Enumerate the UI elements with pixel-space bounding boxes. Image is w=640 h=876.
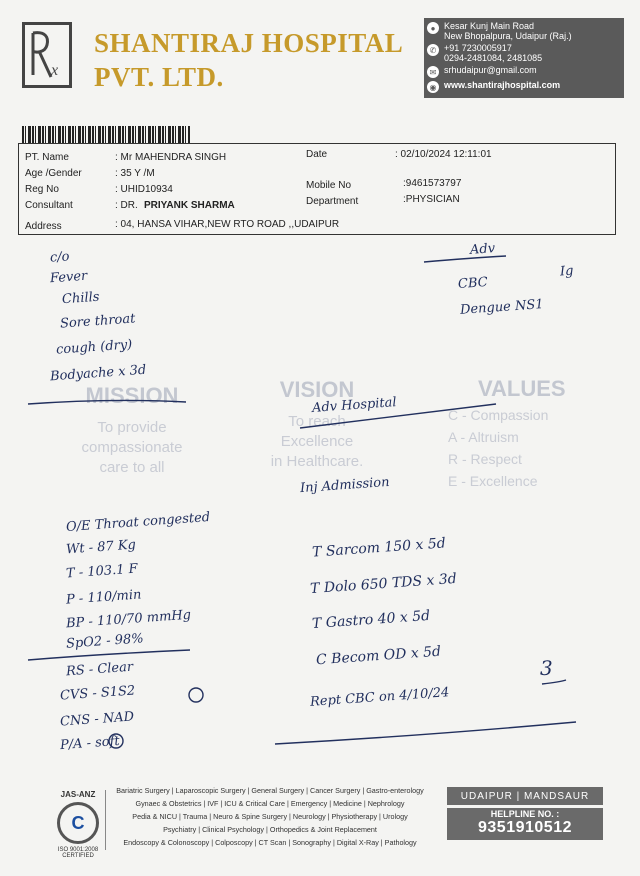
accreditation-name: JAS-ANZ <box>60 790 96 799</box>
email-icon: ✉ <box>427 66 439 78</box>
phone-icon: ✆ <box>427 44 439 56</box>
exam-line: P/A - soft <box>59 733 121 754</box>
reg-value: : UHID10934 <box>115 184 173 195</box>
vision-line: To reach <box>288 413 346 430</box>
medication-line: C Becom OD x 5d <box>315 643 442 669</box>
vision-title: VISION <box>279 377 355 402</box>
exam-line: BP - 110/70 mmHg <box>65 607 192 632</box>
mobile-value: :9461573797 <box>403 178 462 189</box>
email-text: srhudaipur@gmail.com <box>444 65 537 75</box>
vision-line: in Healthcare. <box>270 453 364 470</box>
advice-line: Adv <box>469 241 496 258</box>
services-line: Bariatric Surgery | Laparoscopic Surgery | General Surgery | Cancer Surgery | Gastro-enterology <box>116 786 424 795</box>
exam-line: Wt - 87 Kg <box>65 537 137 558</box>
exam-line: CVS - S1S2 <box>59 683 136 704</box>
helpline-number: 9351910512 <box>478 819 572 836</box>
services-line: Psychiatry | Clinical Psychology | Orthopedics & Joint Replacement <box>163 825 377 834</box>
address-label: Address <box>25 221 62 232</box>
advice-line: Dengue NS1 <box>459 297 544 318</box>
department-value: :PHYSICIAN <box>403 194 460 205</box>
followup-note: Rept CBC on 4/10/24 <box>309 685 450 710</box>
accreditation-badge <box>48 790 108 859</box>
mission-line: compassionate <box>81 439 183 456</box>
name-label: PT. Name <box>25 152 69 163</box>
mobile-label: Mobile No <box>306 180 352 191</box>
certification-emblem-icon: C <box>57 802 99 844</box>
values-line: C - Compassion <box>448 407 549 423</box>
date-label: Date <box>306 149 328 160</box>
advice-line: Ig <box>559 263 574 280</box>
services-line: Endoscopy & Colonoscopy | Colposcopy | CT Scan | Sonography | Digital X-Ray | Pathology <box>123 838 417 847</box>
services-list <box>110 784 430 849</box>
consultant-value: PRIYANK SHARMA <box>144 200 235 211</box>
mission-title: MISSION <box>85 383 179 408</box>
plan-line: Adv Hospital <box>311 395 398 416</box>
medication-count-mark: 3 <box>540 656 553 680</box>
age-value: : 35 Y /M <box>115 168 155 179</box>
exam-line: SpO2 - 98% <box>65 631 145 652</box>
medication-line: T Sarcom 150 x 5d <box>311 535 447 561</box>
plan-line: Inj Admission <box>299 474 390 497</box>
svg-text:x: x <box>51 62 59 79</box>
medication-line: T Dolo 650 TDS x 3d <box>309 570 458 598</box>
phone-landline: 0294-2481084, 2481085 <box>444 53 543 63</box>
mission-line: To provide <box>97 419 167 436</box>
services-line: Pedia & NICU | Trauma | Neuro & Spine Surgery | Neurology | Physiotherapy | Urology <box>132 812 408 821</box>
hospital-name-line2: PVT. LTD. <box>94 62 224 92</box>
exam-line: P - 110/min <box>65 587 142 608</box>
exam-line: RS - Clear <box>65 659 134 680</box>
exam-line: T - 103.1 F <box>65 561 139 582</box>
location-pin-icon: ● <box>427 22 439 34</box>
services-line: Gynaec & Obstetrics | IVF | ICU & Critical Care | Emergency | Medicine | Nephrology <box>135 799 405 808</box>
address-line2: New Bhopalpura, Udaipur (Raj.) <box>444 31 572 41</box>
consultant-label: Consultant <box>25 200 73 211</box>
age-label: Age /Gender <box>25 168 82 179</box>
reg-label: Reg No <box>25 184 59 195</box>
complaint-line: c/o <box>49 249 70 266</box>
values-title: VALUES <box>478 376 566 401</box>
consultant-prefix: : DR. <box>115 200 138 211</box>
complaint-line: Chills <box>61 289 100 308</box>
footer-divider <box>105 790 106 850</box>
helpline-box <box>447 808 603 840</box>
exam-line: CNS - NAD <box>59 709 135 730</box>
department-label: Department <box>306 196 359 207</box>
vision-line: Excellence <box>280 433 354 450</box>
hospital-name-line1: SHANTIRAJ HOSPITAL <box>94 28 404 58</box>
address-value: : 04, HANSA VIHAR,NEW RTO ROAD ,,UDAIPUR <box>115 219 340 230</box>
helpline-label: HELPLINE NO. : <box>490 809 560 819</box>
advice-line: CBC <box>457 274 489 293</box>
mission-line: care to all <box>99 459 165 476</box>
complaint-line: cough (dry) <box>55 337 133 358</box>
exam-line: O/E Throat congested <box>65 509 211 536</box>
date-value: : 02/10/2024 12:11:01 <box>395 149 492 160</box>
medication-line: T Gastro 40 x 5d <box>311 607 431 633</box>
address-line1: Kesar Kunj Main Road <box>444 21 535 31</box>
complaint-line: Bodyache x 3d <box>49 362 147 385</box>
values-line: A - Altruism <box>448 429 519 445</box>
globe-icon: ◉ <box>427 81 439 93</box>
complaint-line: Sore throat <box>59 311 136 332</box>
complaint-line: Fever <box>49 268 88 287</box>
name-value: : Mr MAHENDRA SINGH <box>115 152 227 163</box>
website-text: www.shantirajhospital.com <box>444 80 561 90</box>
certification-text: ISO 9001:2008 CERTIFIED <box>57 847 99 859</box>
values-line: R - Respect <box>448 451 522 467</box>
locations-bar: UDAIPUR | MANDSAUR <box>447 787 603 805</box>
values-line: E - Excellence <box>448 473 538 489</box>
phone-mobile: +91 7230005917 <box>444 43 512 53</box>
